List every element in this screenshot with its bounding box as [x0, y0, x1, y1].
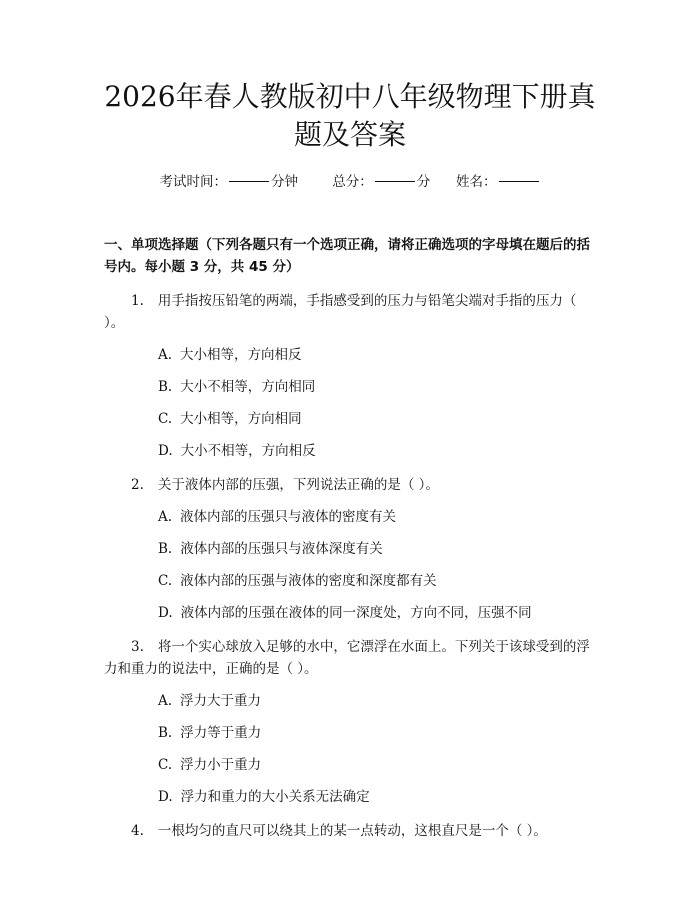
question-text: 关于液体内部的压强，下列说法正确的是（ ）。 [157, 477, 439, 493]
question-1-option-a [158, 344, 596, 366]
option-letter: B. [158, 541, 173, 557]
question-3-option-d [158, 786, 596, 808]
question-list [104, 290, 596, 842]
option-text: 大小相等，方向相同 [180, 411, 302, 427]
option-letter: A. [158, 509, 173, 525]
time-unit: 分钟 [270, 174, 298, 190]
question-1-option-b [158, 376, 596, 398]
option-letter: C. [158, 411, 173, 427]
question-3 [104, 636, 596, 680]
exam-meta-line [104, 172, 596, 192]
option-text: 浮力和重力的大小关系无法确定 [180, 789, 370, 805]
question-number: 1. [131, 293, 144, 309]
option-letter: B. [158, 379, 173, 395]
question-number: 4. [131, 823, 144, 839]
option-text: 浮力大于重力 [180, 693, 262, 709]
name-label: 姓名： [456, 174, 497, 190]
question-text: 将一个实心球放入足够的水中，它漂浮在水面上。下列关于该球受到的浮力和重力的说法中，正确的是（ ）。 [104, 639, 590, 677]
question-3-option-c [158, 754, 596, 776]
option-letter: D. [158, 443, 173, 459]
option-text: 浮力等于重力 [180, 725, 262, 741]
question-3-option-b [158, 722, 596, 744]
score-label: 总分： [332, 174, 373, 190]
option-letter: C. [158, 573, 173, 589]
time-label: 考试时间： [159, 174, 227, 190]
question-number: 3. [131, 639, 144, 655]
document-title: 2026年春人教版初中八年级物理下册真题及答案 [104, 80, 596, 151]
question-number: 2. [131, 477, 144, 493]
score-unit: 分 [416, 174, 431, 190]
option-text: 液体内部的压强只与液体深度有关 [180, 541, 383, 557]
question-2-option-a [158, 506, 596, 528]
question-2-option-c [158, 570, 596, 592]
question-text: 用手指按压铅笔的两端，手指感受到的压力与铅笔尖端对手指的压力（ ）。 [104, 293, 577, 331]
option-text: 液体内部的压强与液体的密度和深度都有关 [180, 573, 437, 589]
option-text: 大小相等，方向相反 [180, 347, 302, 363]
score-blank [375, 181, 415, 182]
question-text: 一根均匀的直尺可以绕其上的某一点转动，这根直尺是一个（ ）。 [157, 823, 547, 839]
option-text: 大小不相等，方向相反 [180, 443, 316, 459]
question-2 [104, 474, 596, 496]
time-blank [229, 181, 269, 182]
option-letter: B. [158, 725, 173, 741]
option-letter: D. [158, 605, 173, 621]
option-letter: C. [158, 757, 173, 773]
question-2-option-b [158, 538, 596, 560]
question-3-option-a [158, 690, 596, 712]
question-1-option-d [158, 440, 596, 462]
question-4 [104, 820, 596, 842]
option-text: 大小不相等，方向相同 [180, 379, 316, 395]
question-1 [104, 290, 596, 334]
option-text: 液体内部的压强在液体的同一深度处，方向不同，压强不同 [180, 605, 532, 621]
option-letter: A. [158, 693, 173, 709]
option-text: 液体内部的压强只与液体的密度有关 [180, 509, 397, 525]
name-blank [499, 181, 539, 182]
option-text: 浮力小于重力 [180, 757, 262, 773]
question-2-option-d [158, 602, 596, 624]
option-letter: A. [158, 347, 173, 363]
option-letter: D. [158, 789, 173, 805]
section-heading: 一、单项选择题（下列各题只有一个选项正确，请将正确选项的字母填在题后的括号内。每小题 3 分，共 45 分） [104, 237, 590, 275]
question-1-option-c [158, 408, 596, 430]
